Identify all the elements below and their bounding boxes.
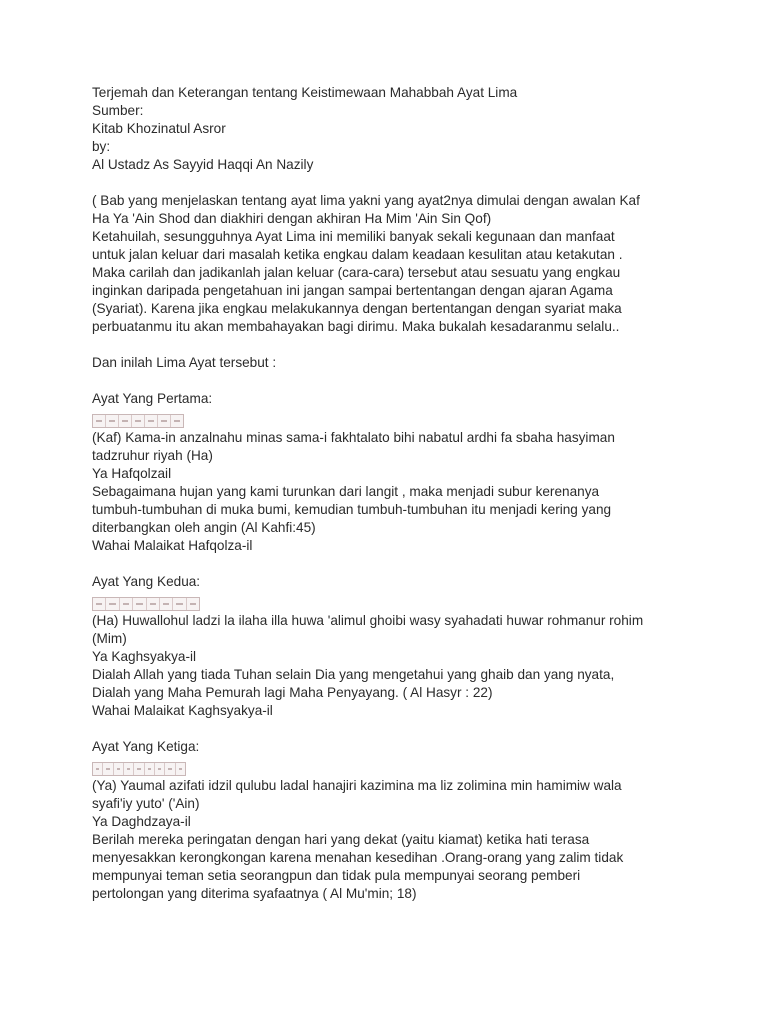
verse-line: Dialah yang Maha Pemurah lagi Maha Penyayang. ( Al Hasyr : 22) — [92, 685, 493, 700]
source-label: Sumber: — [92, 103, 144, 118]
verse-heading: Ayat Yang Pertama: — [92, 391, 213, 406]
verse-line: syafi'iy yuto' ('Ain) — [92, 796, 200, 811]
intro-line: (Syariat). Karena jika engkau melakukannya dengan bertentangan dengan syariat maka — [92, 301, 622, 316]
verse-line: Sebagaimana hujan yang kami turunkan dari langit , maka menjadi subur kerenanya — [92, 484, 600, 499]
verse-section-2 — [92, 573, 728, 720]
intro-line: Ha Ya 'Ain Shod dan diakhiri dengan akhiran Ha Mim 'Ain Sin Qof) — [92, 211, 492, 226]
verse-line: tadzruhur riyah (Ha) — [92, 448, 213, 463]
verse-line: Wahai Malaikat Hafqolza-il — [92, 538, 253, 553]
verse-heading: Ayat Yang Ketiga: — [92, 739, 200, 754]
spacer — [92, 174, 728, 192]
verse-line: mempunyai teman setia seorangpun dan tidak pula mempunyai seorang pemberi — [92, 868, 581, 883]
intro-line: perbuatanmu itu akan membahayakan bagi dirimu. Maka bukalah kesadaranmu selalu.. — [92, 319, 620, 334]
intro-paragraph — [92, 192, 728, 336]
intro-line: ( Bab yang menjelaskan tentang ayat lima yakni yang ayat2nya dimulai dengan awalan Kaf — [92, 193, 640, 208]
spacer — [92, 372, 728, 390]
document-header — [92, 84, 728, 174]
verse-line: menyesakkan kerongkongan karena menahan kesedihan .Orang-orang yang zalim tidak — [92, 850, 624, 865]
intro-line: Ketahuilah, sesungguhnya Ayat Lima ini memiliki banyak sekali kegunaan dan manfaat — [92, 229, 615, 244]
verse-line: (Ya) Yaumal azifati idzil qulubu ladal hanajiri kazimina ma liz zolimina min hamimiw wala — [92, 778, 622, 793]
verse-line: Ya Daghdzaya-il — [92, 814, 191, 829]
arabic-text-image — [92, 597, 200, 611]
document-title: Terjemah dan Keterangan tentang Keistimewaan Mahabbah Ayat Lima — [92, 85, 518, 100]
spacer — [92, 720, 728, 738]
arabic-text-image — [92, 762, 186, 776]
verse-line: diterbangkan oleh angin (Al Kahfi:45) — [92, 520, 316, 535]
list-intro: Dan inilah Lima Ayat tersebut : — [92, 355, 277, 370]
intro-line: inginkan daripada pengetahuan ini jangan sampai bertentangan dengan ajaran Agama — [92, 283, 613, 298]
verse-line: Wahai Malaikat Kaghsyakya-il — [92, 703, 273, 718]
verse-section-3 — [92, 738, 728, 903]
author-name: Al Ustadz As Sayyid Haqqi An Nazily — [92, 157, 314, 172]
verse-line: Ya Hafqolzail — [92, 466, 172, 481]
arabic-text-image — [92, 414, 184, 428]
spacer — [92, 336, 728, 354]
spacer — [92, 555, 728, 573]
intro-line: untuk jalan keluar dari masalah ketika engkau dalam keadaan kesulitan atau ketakutan . — [92, 247, 623, 262]
verse-line: Dialah Allah yang tiada Tuhan selain Dia yang mengetahui yang ghaib dan yang nyata, — [92, 667, 615, 682]
intro-line: Maka carilah dan jadikanlah jalan keluar (cara-cara) tersebut atau sesuatu yang engkau — [92, 265, 621, 280]
verse-line: tumbuh-tumbuhan di muka bumi, kemudian tumbuh-tumbuhan itu menjadi kering yang — [92, 502, 612, 517]
verse-line: (Mim) — [92, 631, 127, 646]
verse-heading: Ayat Yang Kedua: — [92, 574, 201, 589]
verse-line: pertolongan yang diterima syafaatnya ( Al Mu'min; 18) — [92, 886, 417, 901]
source-book: Kitab Khozinatul Asror — [92, 121, 226, 136]
verse-line: Berilah mereka peringatan dengan hari yang dekat (yaitu kiamat) ketika hati terasa — [92, 832, 590, 847]
by-label: by: — [92, 139, 111, 154]
verse-line: Ya Kaghsyakya-il — [92, 649, 197, 664]
verse-section-1 — [92, 390, 728, 555]
verse-line: (Ha) Huwallohul ladzi la ilaha illa huwa 'alimul ghoibi wasy syahadati huwar rohmanur rohim — [92, 613, 644, 628]
verse-line: (Kaf) Kama-in anzalnahu minas sama-i fakhtalato bihi nabatul ardhi fa sbaha hasyiman — [92, 430, 615, 445]
